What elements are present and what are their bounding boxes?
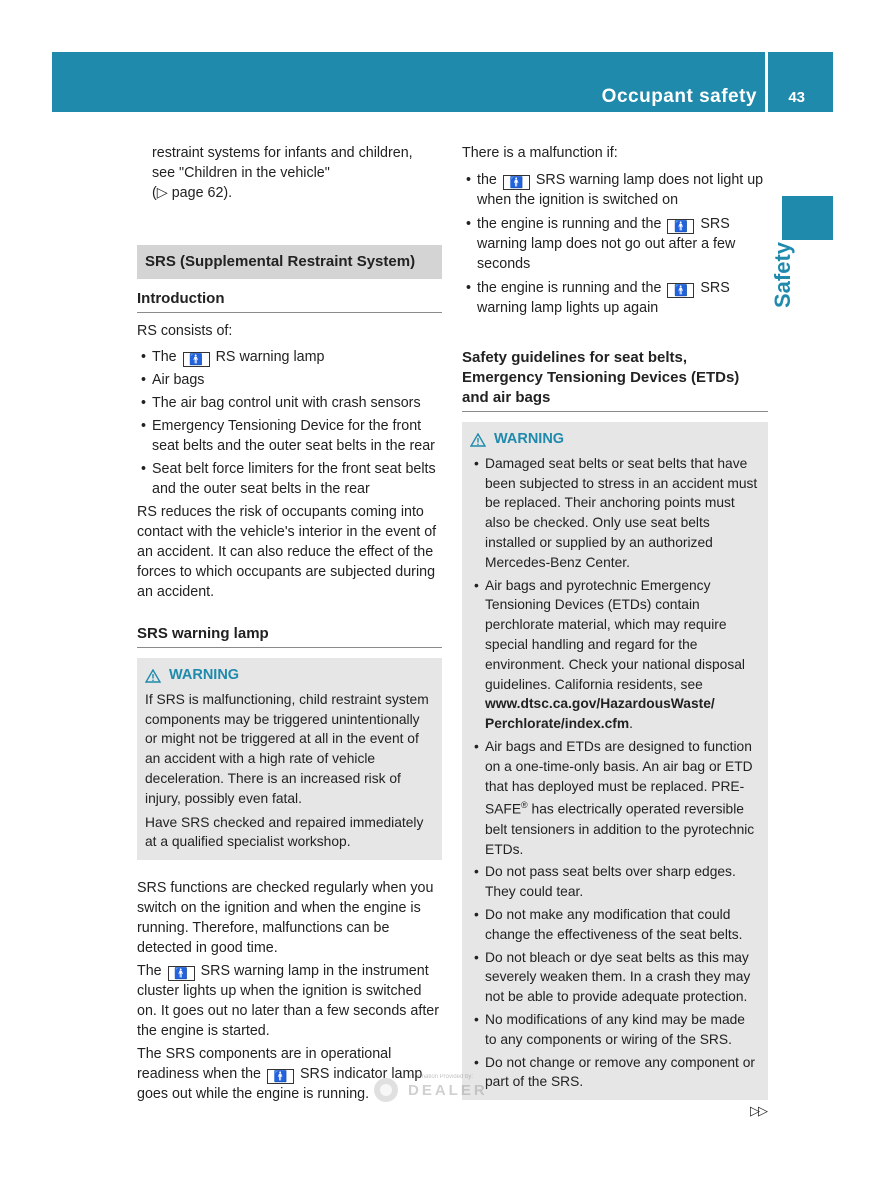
list-item: • Seat belt force limiters for the front seat belts and the outer seat belts in the rear <box>137 459 442 499</box>
side-tab-marker <box>782 196 833 240</box>
warning-list-item: • Do not pass seat belts over sharp edges. They could tear. <box>470 862 760 902</box>
disposal-link[interactable]: www.dtsc.ca.gov/HazardousWaste/ Perchlorate/index.cfm <box>485 696 715 732</box>
watermark-small-text: Information Provided by: <box>408 1074 474 1080</box>
list-item: • the engine is running and the 🚹 SRS warning lamp lights up again <box>462 278 768 318</box>
warning-list-item: • No modifications of any kind may be made to any components or wiring of the SRS. <box>470 1010 760 1050</box>
body-paragraph: SRS functions are checked regularly when you switch on the ignition and when the engine is running. Therefore, malfunctions can be detected in good time. <box>137 880 434 957</box>
watermark-big-text: DEALER <box>408 1082 488 1099</box>
warning-list-item: • Air bags and pyrotechnic Emergency Tensioning Devices (ETDs) contain perchlorate material, which may require special handling and regard for the environment. Check your national disposal guidelines. California residents, see www.dtsc.ca.gov/HazardousWaste/ Perchlorate/index.cfm. <box>470 576 760 734</box>
list-item: • the engine is running and the 🚹 SRS warning lamp does not go out after a few seconds <box>462 214 768 274</box>
warning-list-item: • Damaged seat belts or seat belts that have been subjected to stress in an accident must be replaced. Their anchoring points must also be checked. Only use seat belts installed or supplied by an authorized Mercedes-Benz Center. <box>470 454 760 573</box>
body-paragraph: The SRS components are in operational readiness when the 🚹 SRS indicator lamp goes out while the engine is running. <box>137 1046 423 1103</box>
section-title: SRS (Supplemental Restraint System) <box>137 245 442 279</box>
airbag-occupant-icon: 🚹 <box>183 352 210 367</box>
list-item: • The air bag control unit with crash sensors <box>137 393 442 413</box>
left-column <box>137 143 442 1104</box>
chapter-title: Occupant safety <box>601 86 757 107</box>
airbag-occupant-icon: 🚹 <box>667 283 694 298</box>
warning-list-item: • Do not bleach or dye seat belts as this may severely weaken them. In a crash they may not be able to provide adequate protection. <box>470 948 760 1007</box>
warning-box <box>462 422 768 1100</box>
warning-header <box>470 430 760 450</box>
warning-label: WARNING <box>169 667 240 683</box>
continue-marker: ▷▷ <box>750 1103 766 1118</box>
airbag-occupant-icon: 🚹 <box>503 175 530 190</box>
warning-triangle-icon <box>145 669 161 683</box>
warning-list-item: • Do not make any modification that could change the effectiveness of the seat belts. <box>470 905 760 945</box>
list-item: • Air bags <box>137 370 442 390</box>
warning-list-item: • Do not change or remove any component or part of the SRS. <box>470 1053 760 1093</box>
list-item: • Emergency Tensioning Device for the front seat belts and the outer seat belts in the rear <box>137 416 442 456</box>
right-column <box>462 143 768 1100</box>
page-number: 43 <box>788 89 805 106</box>
lead-text: There is a malfunction if: <box>462 145 618 161</box>
text-line: restraint systems for infants and children, <box>152 145 413 161</box>
list-item: • the 🚹 SRS warning lamp does not light up when the ignition is switched on <box>462 170 768 210</box>
warning-text: Have SRS checked and repaired immediately at a qualified specialist workshop. <box>145 814 424 850</box>
subsection-heading: Introduction <box>137 289 442 313</box>
warning-list-item: • Air bags and ETDs are designed to function on a one-time-only basis. An air bag or ETD that has deployed must be replaced. PRE-SAFE® has electrically operated reversible belt tensioners in addition to the pyrotechnic ETDs. <box>470 737 760 859</box>
side-tab-label: Safety <box>770 241 795 308</box>
warning-label: WARNING <box>494 431 565 447</box>
airbag-occupant-icon: 🚹 <box>168 966 195 981</box>
watermark-logo-icon <box>372 1076 402 1106</box>
page-header <box>52 52 833 112</box>
subsection-heading: Safety guidelines for seat belts, Emergency Tensioning Devices (ETDs) and air bags <box>462 348 768 412</box>
lead-text: RS consists of: <box>137 323 233 339</box>
warning-text: If SRS is malfunctioning, child restraint system components may be triggered unintentionally or might not be triggered at all in the event of an accident with a high rate of vehicle deceleration. There is an increased risk of injury, possibly even fatal. <box>145 691 429 806</box>
subsection-heading: SRS warning lamp <box>137 624 442 648</box>
warning-box <box>137 658 442 860</box>
body-paragraph: The 🚹 SRS warning lamp in the instrument cluster lights up when the ignition is switched on. It goes out no later than a few seconds after the engine is started. <box>137 963 440 1040</box>
body-paragraph: RS reduces the risk of occupants coming into contact with the vehicle's interior in the event of an accident. It can also reduce the effect of the forces to which occupants are subjected during an accident. <box>137 504 437 600</box>
text-line: see "Children in the vehicle" <box>152 165 330 181</box>
list-item: • The 🚹 RS warning lamp <box>137 347 442 367</box>
warning-header <box>145 666 434 686</box>
warning-triangle-icon <box>470 433 486 447</box>
airbag-occupant-icon: 🚹 <box>267 1069 294 1084</box>
airbag-occupant-icon: 🚹 <box>667 219 694 234</box>
intro-continuation <box>137 143 442 203</box>
dealer-watermark <box>372 1074 504 1104</box>
page-reference-link[interactable]: (▷ page 62). <box>152 185 233 201</box>
header-divider <box>765 52 768 112</box>
